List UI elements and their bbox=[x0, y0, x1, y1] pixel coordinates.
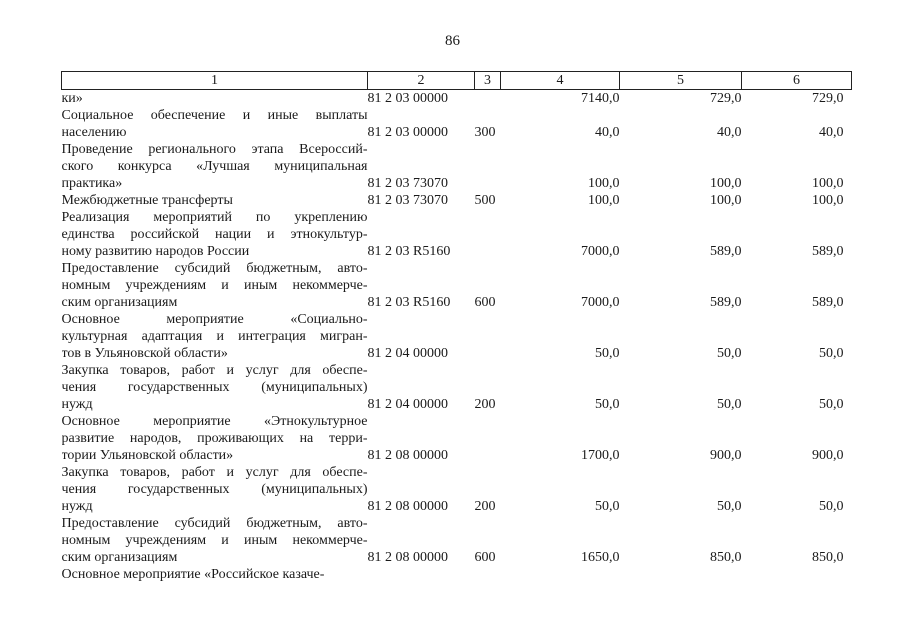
row-value-2025: 100,0 bbox=[812, 193, 844, 208]
row-code: 81 2 03 00000 bbox=[367, 91, 448, 106]
row-expense-type: 200 bbox=[474, 499, 496, 514]
row-name-line: практика» bbox=[61, 176, 123, 191]
row-name bbox=[62, 260, 368, 311]
row-name-line: ному развитию народов России bbox=[61, 244, 250, 259]
row-name-line: Предоставление субсидий бюджетным, авто- bbox=[61, 261, 368, 276]
row-code: 81 2 03 00000 bbox=[367, 125, 448, 140]
row-name-line: Закупка товаров, работ и услуг для обеспе- bbox=[61, 465, 368, 480]
row-value-2024: 50,0 bbox=[717, 499, 742, 514]
row-name-line: ского конкурса «Лучшая муниципальная bbox=[61, 159, 368, 174]
row-value-2024: 100,0 bbox=[710, 193, 742, 208]
row-value-2023: 50,0 bbox=[595, 346, 620, 361]
row-value-2024: 100,0 bbox=[710, 176, 742, 191]
header-col-2: 2 bbox=[368, 72, 475, 90]
row-code: 81 2 04 00000 bbox=[367, 346, 448, 361]
row-expense-type bbox=[475, 90, 501, 108]
row-name-line: развитие народов, проживающих на терри- bbox=[61, 431, 368, 446]
row-value-2024: 50,0 bbox=[717, 397, 742, 412]
row-code: 81 2 03 R5160 bbox=[367, 244, 451, 259]
row-value-2023: 1700,0 bbox=[581, 448, 620, 463]
row-name-line: населению bbox=[61, 125, 127, 140]
row-value-2024 bbox=[620, 566, 742, 583]
row-name bbox=[62, 515, 368, 566]
row-name bbox=[62, 209, 368, 260]
row-code: 81 2 03 73070 bbox=[367, 193, 448, 208]
row-name bbox=[62, 464, 368, 515]
row-name-line: чения государственных (муниципальных) bbox=[61, 482, 368, 497]
row-value-2025: 50,0 bbox=[819, 499, 844, 514]
row-expense-type: 200 bbox=[474, 397, 496, 412]
row-value-2024: 900,0 bbox=[710, 448, 742, 463]
table-row bbox=[62, 566, 852, 583]
row-name bbox=[62, 362, 368, 413]
row-value-2024: 40,0 bbox=[717, 125, 742, 140]
row-expense-type: 300 bbox=[474, 125, 496, 140]
row-code: 81 2 08 00000 bbox=[367, 550, 448, 565]
row-value-2023: 1650,0 bbox=[581, 550, 620, 565]
row-name-line: ским организациям bbox=[61, 295, 178, 310]
row-name bbox=[62, 413, 368, 464]
row-name-line: Реализация мероприятий по укреплению bbox=[61, 210, 368, 225]
row-value-2024: 589,0 bbox=[710, 244, 742, 259]
row-code: 81 2 08 00000 bbox=[367, 448, 448, 463]
row-value-2023: 50,0 bbox=[595, 397, 620, 412]
row-value-2023: 40,0 bbox=[595, 125, 620, 140]
row-name-line: Основное мероприятие «Российское казаче- bbox=[61, 567, 325, 582]
budget-table bbox=[61, 71, 852, 583]
row-value-2025: 850,0 bbox=[812, 550, 844, 565]
row-name-line: нужд bbox=[61, 397, 93, 412]
table-row bbox=[62, 515, 852, 566]
row-code: 81 2 04 00000 bbox=[367, 397, 448, 412]
row-value-2023: 7000,0 bbox=[581, 244, 620, 259]
header-col-4: 4 bbox=[501, 72, 620, 90]
row-name-line: Предоставление субсидий бюджетным, авто- bbox=[61, 516, 368, 531]
row-name-line: Межбюджетные трансферты bbox=[61, 193, 233, 208]
row-value-2023: 7000,0 bbox=[581, 295, 620, 310]
row-name-line: нужд bbox=[61, 499, 93, 514]
row-name bbox=[62, 90, 368, 108]
row-value-2023: 50,0 bbox=[595, 499, 620, 514]
table-row bbox=[62, 107, 852, 141]
row-value-2025: 729,0 bbox=[812, 91, 844, 106]
row-code: 81 2 03 R5160 bbox=[367, 295, 451, 310]
row-expense-type bbox=[475, 209, 501, 260]
page-number: 86 bbox=[445, 33, 460, 49]
row-code: 81 2 08 00000 bbox=[367, 499, 448, 514]
row-name bbox=[62, 141, 368, 192]
row-value-2025: 589,0 bbox=[812, 244, 844, 259]
row-value-2025: 50,0 bbox=[819, 397, 844, 412]
row-value-2025: 589,0 bbox=[812, 295, 844, 310]
row-value-2025 bbox=[742, 566, 852, 583]
header-col-1: 1 bbox=[62, 72, 368, 90]
row-name-line: культурная адаптация и интеграция мигран- bbox=[61, 329, 368, 344]
row-expense-type bbox=[475, 141, 501, 192]
header-row bbox=[62, 72, 852, 90]
header-col-6: 6 bbox=[742, 72, 852, 90]
row-name bbox=[62, 566, 368, 583]
row-value-2025: 50,0 bbox=[819, 346, 844, 361]
row-value-2024: 850,0 bbox=[710, 550, 742, 565]
row-expense-type bbox=[475, 413, 501, 464]
row-name bbox=[62, 192, 368, 209]
table-row bbox=[62, 90, 852, 108]
row-name-line: чения государственных (муниципальных) bbox=[61, 380, 368, 395]
table-body bbox=[62, 90, 852, 584]
table-row bbox=[62, 413, 852, 464]
table-row bbox=[62, 260, 852, 311]
table-row bbox=[62, 362, 852, 413]
row-code bbox=[368, 566, 475, 583]
table-row bbox=[62, 192, 852, 209]
row-name-line: Социальное обеспечение и иные выплаты bbox=[61, 108, 368, 123]
row-value-2024: 589,0 bbox=[710, 295, 742, 310]
row-value-2024: 50,0 bbox=[717, 346, 742, 361]
row-value-2025: 900,0 bbox=[812, 448, 844, 463]
row-name bbox=[62, 107, 368, 141]
header-col-5: 5 bbox=[620, 72, 742, 90]
row-value-2025: 100,0 bbox=[812, 176, 844, 191]
header-col-3: 3 bbox=[475, 72, 501, 90]
row-value-2023: 100,0 bbox=[588, 193, 620, 208]
table-row bbox=[62, 464, 852, 515]
row-expense-type: 600 bbox=[474, 550, 496, 565]
row-name-line: Проведение регионального этапа Всероссий- bbox=[61, 142, 368, 157]
row-expense-type bbox=[475, 311, 501, 362]
row-name-line: ки» bbox=[61, 91, 83, 106]
table-row bbox=[62, 311, 852, 362]
row-name-line: тов в Ульяновской области» bbox=[61, 346, 228, 361]
row-expense-type bbox=[475, 566, 501, 583]
row-name-line: Закупка товаров, работ и услуг для обеспе- bbox=[61, 363, 368, 378]
row-code: 81 2 03 73070 bbox=[367, 176, 448, 191]
row-name-line: единства российской нации и этнокультур- bbox=[61, 227, 368, 242]
row-name-line: Основное мероприятие «Этнокультурное bbox=[61, 414, 368, 429]
row-value-2024: 729,0 bbox=[710, 91, 742, 106]
row-name-line: номным учреждениям и иным некоммерче- bbox=[61, 533, 368, 548]
row-value-2023: 7140,0 bbox=[581, 91, 620, 106]
table-row bbox=[62, 141, 852, 192]
row-name-line: тории Ульяновской области» bbox=[61, 448, 234, 463]
row-expense-type: 600 bbox=[474, 295, 496, 310]
table-row bbox=[62, 209, 852, 260]
row-value-2023: 100,0 bbox=[588, 176, 620, 191]
row-name bbox=[62, 311, 368, 362]
row-name-line: Основное мероприятие «Социально- bbox=[61, 312, 368, 327]
row-name-line: ским организациям bbox=[61, 550, 178, 565]
row-value-2023 bbox=[501, 566, 620, 583]
row-value-2025: 40,0 bbox=[819, 125, 844, 140]
row-name-line: номным учреждениям и иным некоммерче- bbox=[61, 278, 368, 293]
row-expense-type: 500 bbox=[474, 193, 496, 208]
